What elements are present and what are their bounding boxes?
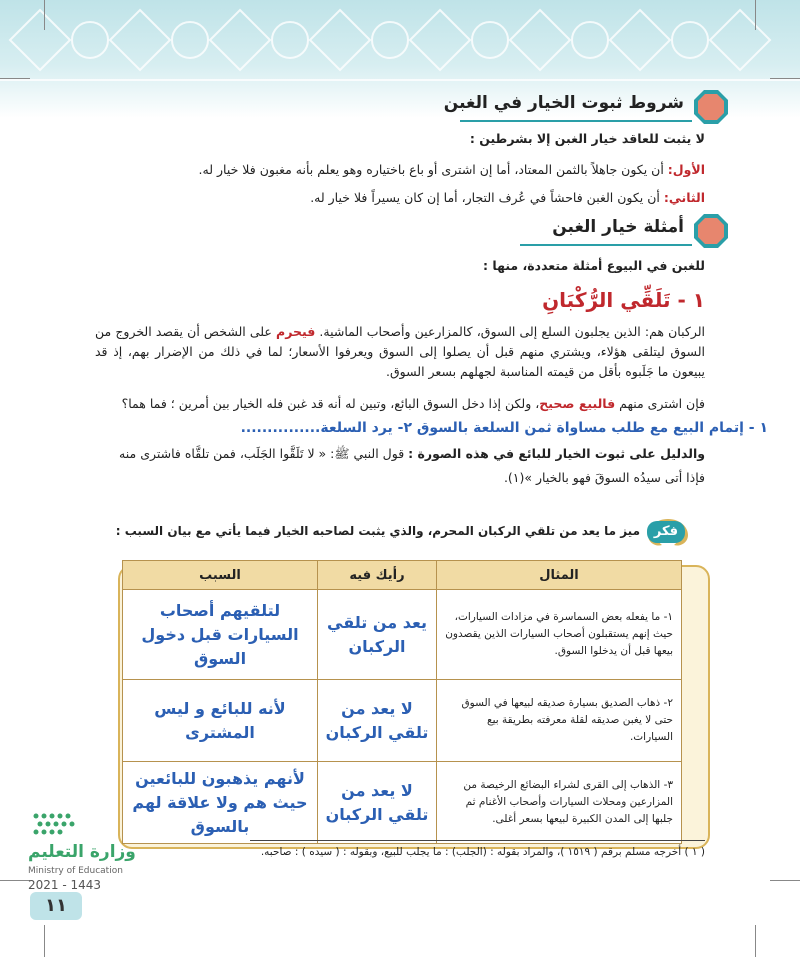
- conditions-intro: لا يثبت للعاقد خيار الغبن إلا بشرطين :: [469, 131, 705, 146]
- octagon-badge-icon: [692, 88, 730, 126]
- evidence-line: [119, 446, 705, 465]
- table-header-row: [123, 561, 682, 590]
- crop-mark: [755, 925, 756, 957]
- para-text: على الشخص أن يقصد الخروج من السوق ليتلقى هؤلاء، ويشتري منهم قبل أن يصلوا إلى السوق ويعرفوا الأسعار؛ لما في ذلك من الإضرار بهم، إذ قد يبيعون ما جَلَبوه بأقل من قيمته المناسبة لجهلهم بسعر السوق.: [95, 324, 705, 379]
- page-number: ١١: [45, 895, 67, 916]
- para-text: فإن اشترى منهم: [615, 396, 705, 411]
- second-text: أن يكون الغبن فاحشاً في عُرف التجار، أما إن كان يسيراً فلا خيار له.: [310, 190, 664, 205]
- crop-mark: [770, 78, 800, 79]
- ministry-name-arabic: وزارة التعليم: [28, 842, 136, 862]
- table-row: [123, 762, 682, 844]
- table-row: [123, 590, 682, 680]
- opinion-cell: لا يعد من تلقي الركبان: [318, 680, 437, 762]
- section-title: أمثلة خيار الغبن: [552, 217, 684, 237]
- footnote-divider: [250, 840, 705, 841]
- second-label: الثاني:: [663, 190, 705, 205]
- think-badge: فكر: [647, 521, 685, 543]
- subsection-title: ١ - تَلَقِّي الرُّكْبَانِ: [542, 288, 705, 312]
- evidence-text: قول النبي ﷺ: « لا تَلَقَّوا الجَلَب، فمن تلقَّاه فاشترى منه: [119, 446, 409, 461]
- edition-year: 2021 - 1443: [28, 878, 102, 892]
- ministry-name-english: Ministry of Education: [28, 866, 123, 876]
- para-text: ، ولكن إذا دخل السوق البائع، وتبين له أنه قد غبن فله الخيار بين أمرين ؛ فما هما؟: [121, 396, 540, 411]
- condition-second: [310, 190, 705, 205]
- para-highlight: فالبيع صحيح: [539, 396, 616, 411]
- crop-mark: [44, 925, 45, 957]
- footnote: ( ١ ) أخرجه مسلم برقم ( ١٥١٩ )، والمراد بقوله : (الجلب) : ما يجلب للبيع، وبقوله : ( سيده ) : صاحبه.: [260, 846, 705, 858]
- column-header: المثال: [437, 561, 682, 590]
- first-text: أن يكون جاهلاً بالثمن المعتاد، أما إن اشترى أو باع باختياره وهو يعلم بأنه مغبون فلا خيار له.: [198, 162, 668, 177]
- example-cell: ٣- الذهاب إلى القرى لشراء البضائع الرخيصة من المزارعين ومحلات السيارات وأصحاب الأغنام ثم جلبها إلى المدن الكبيرة لبيعها بسعر أغلى.: [437, 762, 682, 844]
- evidence-label: والدليل على ثبوت الخيار للبائع في هذه الصورة :: [408, 446, 705, 461]
- crop-mark: [770, 880, 800, 881]
- reason-cell: لأنه للبائع و ليس المشترى: [123, 680, 318, 762]
- crop-mark: [0, 880, 30, 881]
- reason-cell: لأنهم يذهبون للبائعين حيث هم ولا علاقة لهم بالسوق: [123, 762, 318, 844]
- section-heading-examples: [520, 214, 730, 248]
- para-text: الركبان هم: الذين يجلبون السلع إلى السوق، كالمزارعين وأصحاب الماشية.: [315, 324, 705, 339]
- section-title: شروط ثبوت الخيار في الغبن: [443, 93, 684, 113]
- examples-intro: للغبن في البيوع أمثلة متعددة، منها :: [483, 258, 705, 273]
- handwritten-answer: ١ - إتمام البيع مع طلب مساواة ثمن السلعة بالسوق ٢- يرد السلعة...............: [240, 420, 768, 436]
- crop-mark: [44, 0, 45, 30]
- reason-cell: لتلقيهم أصحاب السيارات قبل دخول السوق: [123, 590, 318, 680]
- condition-first: [199, 162, 705, 177]
- octagon-badge-icon: [692, 212, 730, 250]
- paragraph-definition: [95, 322, 705, 382]
- evidence-continuation: فإذا أتى سيدُه السوقَ فهو بالخيار »(١).: [503, 470, 705, 485]
- opinion-cell: يعد من تلقي الركبان: [318, 590, 437, 680]
- paragraph-ruling: [95, 394, 705, 414]
- crop-mark: [755, 0, 756, 30]
- example-cell: ١- ما يفعله بعض السماسرة في مزادات السيارات، حيث إنهم يستقبلون أصحاب السيارات الذين يقصدون بيعها قبل أن يدخلوا السوق.: [437, 590, 682, 680]
- first-label: الأول:: [667, 162, 705, 177]
- ministry-logo-icon: [28, 808, 88, 838]
- column-header: السبب: [123, 561, 318, 590]
- para-highlight: فيحرم: [276, 324, 316, 339]
- crop-mark: [0, 78, 30, 79]
- section-heading-conditions: [443, 90, 730, 124]
- activity-table: [122, 560, 682, 844]
- table-row: [123, 680, 682, 762]
- opinion-cell: لا يعد من تلقي الركبان: [318, 762, 437, 844]
- think-prompt: ميز ما يعد من تلقي الركبان المحرم، والذي يثبت لصاحبه الخيار فيما يأتي مع بيان السبب :: [115, 524, 640, 538]
- page-number-tab: [30, 892, 82, 920]
- example-cell: ٢- ذهاب الصديق بسيارة صديقه لبيعها في السوق حتى لا يغبن صديقه لقلة معرفته بطريقة بيع السيارات.: [437, 680, 682, 762]
- column-header: رأيك فيه: [318, 561, 437, 590]
